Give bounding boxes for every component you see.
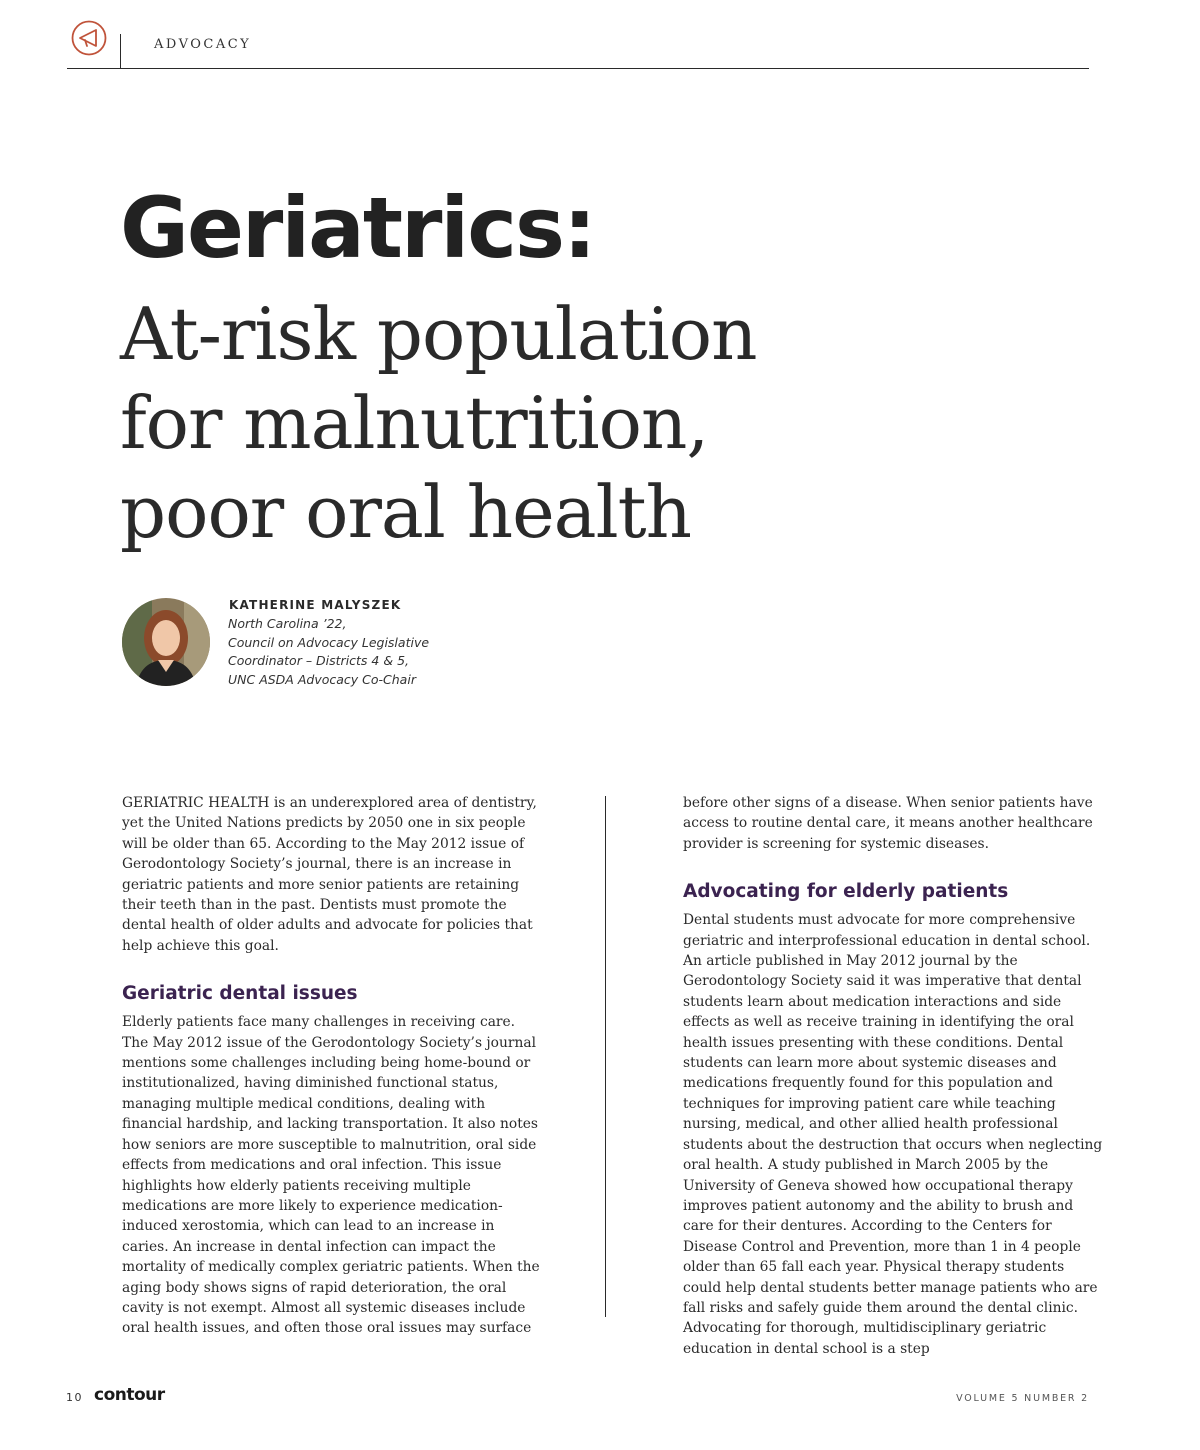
article-column-right	[683, 793, 1103, 1359]
megaphone-icon	[71, 20, 107, 56]
author-role-line: North Carolina ’22,	[228, 616, 347, 631]
section-heading: Geriatric dental issues	[122, 983, 358, 1005]
page-number: 10	[66, 1391, 83, 1404]
header-divider	[120, 34, 121, 68]
page-header	[67, 18, 1089, 69]
author-name: KATHERINE MALYSZEK	[229, 598, 402, 612]
body-paragraph: Elderly patients face many challenges in receiving care. The May 2012 issue of the Gerodontology Society’s journal mentions some challenges including being home-bound or institutionalized, having diminished functional status, managing multiple medical conditions, dealing with financial hardship, and lacking transportation. It also notes how seniors are more susceptible to malnutrition, oral side effects from medications and oral infection. This issue highlights how elderly patients receiving multiple medications are more likely to experience medication-induced xerostomia, which can lead to an increase in caries. An increase in dental infection can impact the mortality of medically complex geriatric patients. When the aging body shows signs of rapid deterioration, the oral cavity is not exempt. Almost all systemic diseases include oral health issues, and often those oral issues may surface	[122, 1014, 540, 1337]
section-label: ADVOCACY	[154, 37, 252, 52]
subtitle-line: At-risk population	[120, 292, 757, 376]
article-column-left	[122, 793, 540, 1339]
article-subtitle	[120, 290, 880, 557]
section-heading: Advocating for elderly patients	[683, 881, 1009, 903]
author-avatar	[122, 598, 210, 686]
body-paragraph: Dental students must advocate for more comprehensive geriatric and interprofessional education in dental school. An article published in May 2012 journal by the Gerodontology Society said it was imperative that dental students learn about medication interactions and side effects as well as receive training in identifying the oral health issues presenting with these conditions. Dental students can learn more about systemic diseases and medications frequently found for this population and techniques for improving patient care while teaching nursing, medical, and other allied health professional students about the destruction that occurs when neglecting oral health. A study published in March 2005 by the University of Geneva showed how occupational therapy improves patient autonomy and the ability to brush and care for their dentures. According to the Centers for Disease Control and Prevention, more than 1 in 4 people older than 65 fall each year. Physical therapy students could help dental students better manage patients who are fall risks and safely guide them around the dental clinic. Advocating for thorough, multidisciplinary geriatric education in dental school is a step	[683, 912, 1103, 1357]
volume-info: VOLUME 5 NUMBER 2	[956, 1393, 1089, 1404]
article-title: Geriatrics:	[120, 179, 595, 277]
subtitle-line: poor oral health	[120, 470, 691, 554]
author-role-line: UNC ASDA Advocacy Co-Chair	[228, 671, 416, 687]
author-role-line: Coordinator – Districts 4 & 5,	[228, 653, 409, 669]
author-role-line: Council on Advocacy Legislative	[228, 634, 430, 650]
brand-logo: contour	[94, 1385, 165, 1405]
column-divider	[605, 796, 606, 1317]
intro-paragraph: GERIATRIC HEALTH is an underexplored area of dentistry, yet the United Nations predicts by 2050 one in six people will be older than 65. According to the May 2012 issue of Gerodontology Society’s journal, there is an increase in geriatric patients and more senior patients are retaining their teeth than in the past. Dentists must promote the dental health of older adults and advocate for policies that help achieve this goal.	[122, 795, 537, 954]
subtitle-line: for malnutrition,	[120, 381, 709, 465]
continued-paragraph: before other signs of a disease. When senior patients have access to routine dental care, it means another healthcare provider is screening for systemic diseases.	[683, 795, 1093, 852]
author-role	[228, 615, 429, 689]
